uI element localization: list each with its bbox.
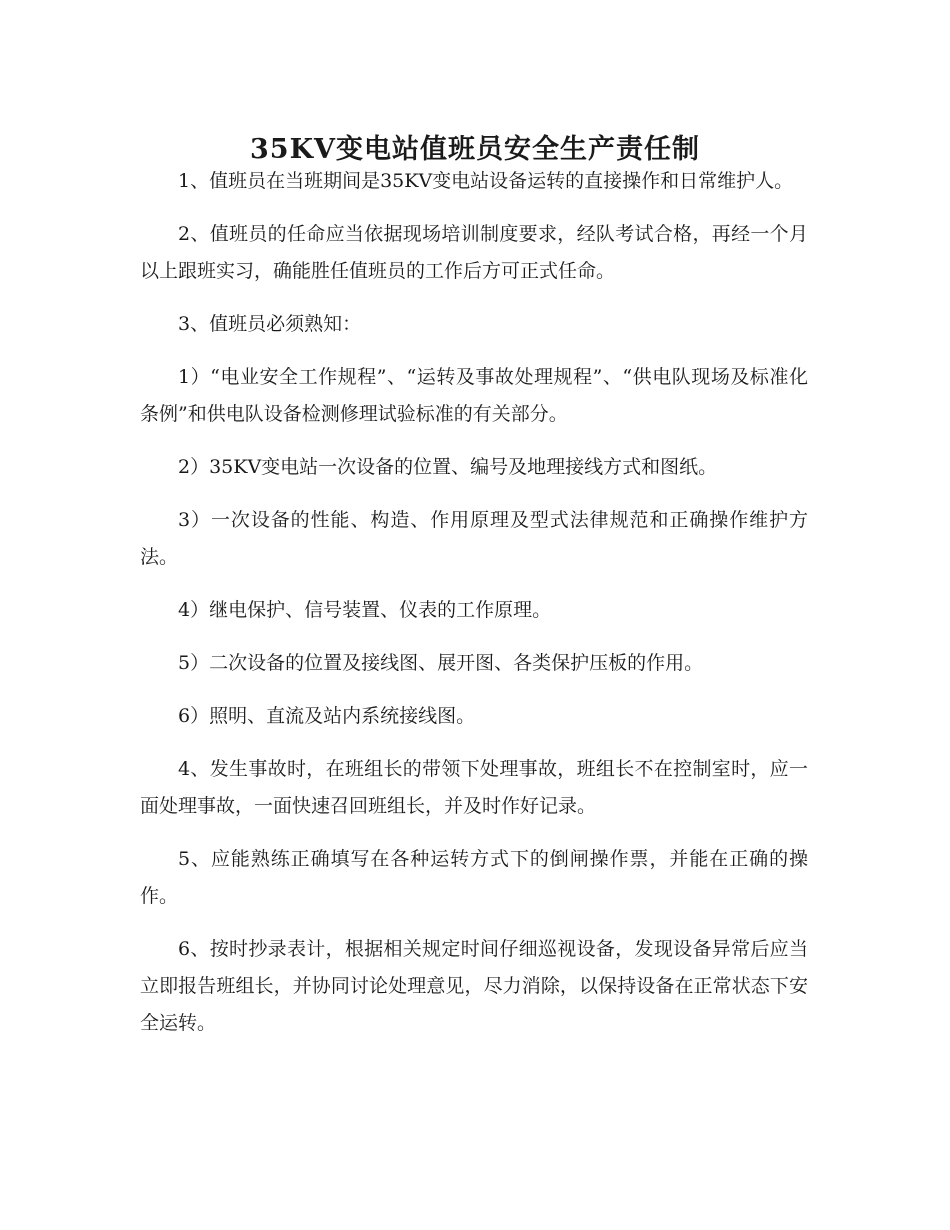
paragraph: 2）35KV变电站一次设备的位置、编号及地理接线方式和图纸。 <box>178 456 718 478</box>
paragraph: 5）二次设备的位置及接线图、展开图、各类保护压板的作用。 <box>178 652 704 674</box>
paragraph: 1）“电业安全工作规程”、“运转及事故处理规程”、“供电队现场及标准化条例”和供电队设备检测修理试验标准的有关部分。 <box>140 366 808 425</box>
paragraph: 6、按时抄录表计，根据相关规定时间仔细巡视设备，发现设备异常后应当立即报告班组长，并协同讨论处理意见，尽力消除，以保持设备在正常状态下安全运转。 <box>140 938 808 1034</box>
paragraph: 3）一次设备的性能、构造、作用原理及型式法律规范和正确操作维护方法。 <box>140 509 808 568</box>
paragraph: 6）照明、直流及站内系统接线图。 <box>178 705 476 727</box>
paragraph: 4）继电保护、信号装置、仪表的工作原理。 <box>178 599 552 621</box>
document-title: 35KV变电站值班员安全生产责任制 <box>250 134 700 166</box>
paragraph: 2、值班员的任命应当依据现场培训制度要求，经队考试合格，再经一个月以上跟班实习，确能胜任值班员的工作后方可正式任命。 <box>140 223 808 282</box>
paragraph: 3、值班员必须熟知： <box>178 313 362 335</box>
paragraph: 1、值班员在当班期间是35KV变电站设备运转的直接操作和日常维护人。 <box>178 170 794 192</box>
document-body <box>140 163 808 1058</box>
paragraph: 4、发生事故时，在班组长的带领下处理事故，班组长不在控制室时，应一面处理事故，一面快速召回班组长，并及时作好记录。 <box>140 758 808 817</box>
paragraph: 5、应能熟练正确填写在各种运转方式下的倒闸操作票，并能在正确的操作。 <box>140 848 808 907</box>
